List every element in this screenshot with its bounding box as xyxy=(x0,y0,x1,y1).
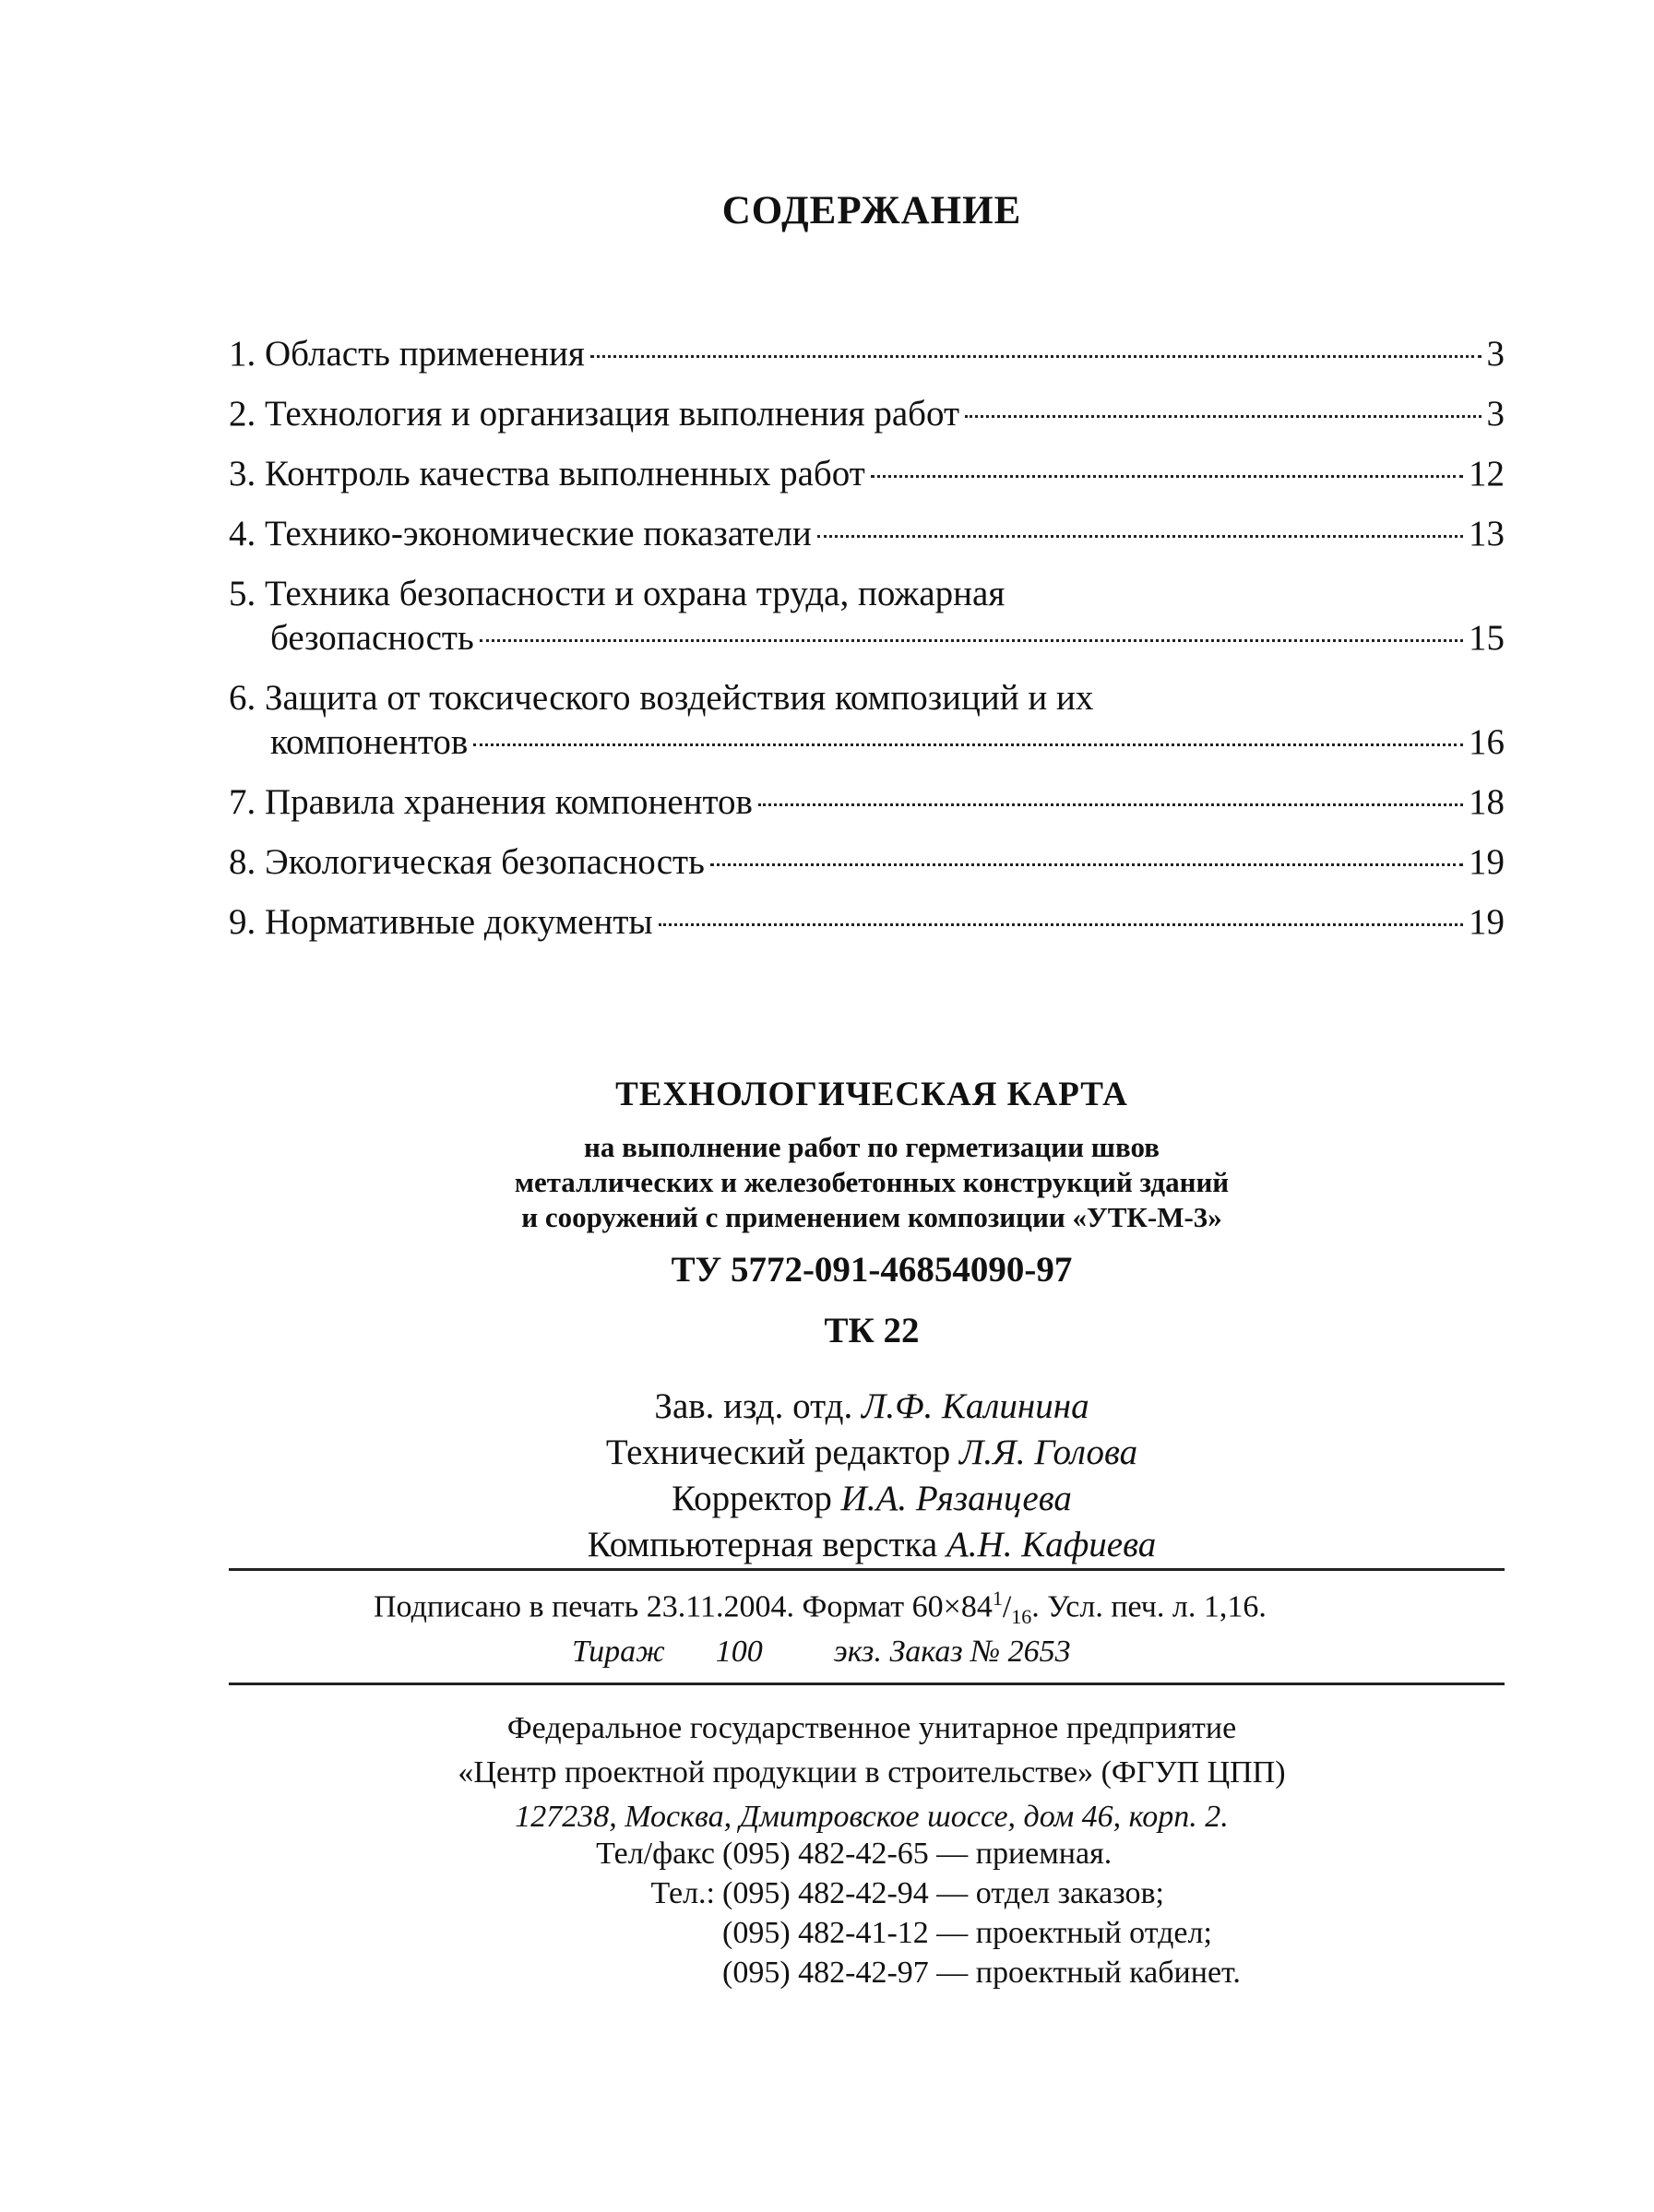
staff-name: А.Н. Кафиева xyxy=(946,1525,1157,1564)
order-value: 2653 xyxy=(1007,1635,1071,1669)
toc-entry xyxy=(229,900,1505,945)
divider-rule xyxy=(229,1568,1505,1571)
toc-entry-text: безопасность xyxy=(270,618,474,658)
toc-entry-page: 18 xyxy=(1469,782,1505,822)
toc-leader-dots xyxy=(817,535,1463,538)
format-sub: 16 xyxy=(1011,1605,1032,1629)
toc-entry xyxy=(229,452,1505,496)
toc-entry-text: 1. Область применения xyxy=(229,334,585,374)
tirazh-value: 100 xyxy=(715,1635,763,1669)
toc-entry-first-line: 5. Техника безопасности и охрана труда, пожарная xyxy=(229,574,1005,613)
toc-entry-first-line: 6. Защита от токсического воздействия композиций и их xyxy=(229,678,1094,718)
tirazh-label: Тираж xyxy=(572,1635,665,1669)
toc-leader-dots xyxy=(871,475,1463,478)
staff-name: Л.Ф. Калинина xyxy=(861,1386,1089,1426)
staff-line xyxy=(0,1522,1654,1568)
staff-name: И.А. Рязанцева xyxy=(840,1479,1072,1518)
toc-entry-text: 2. Технология и организация выполнения работ xyxy=(229,394,960,434)
staff-name: Л.Я. Голова xyxy=(959,1433,1138,1472)
tk-title: ТЕХНОЛОГИЧЕСКАЯ КАРТА xyxy=(615,1076,1128,1113)
toc-entry xyxy=(229,572,1505,660)
toc-entry xyxy=(229,392,1505,436)
divider-rule xyxy=(229,1683,1505,1685)
format-sup: 1 xyxy=(992,1587,1003,1610)
phone-row xyxy=(553,1834,1241,1873)
format-slash: / xyxy=(1002,1589,1012,1624)
toc-entry-text: 3. Контроль качества выполненных работ xyxy=(229,454,865,494)
imprint-signed-line xyxy=(374,1587,1267,1629)
phone-row xyxy=(553,1873,1241,1913)
table-of-contents xyxy=(229,332,1505,960)
staff-credits xyxy=(0,1384,1654,1568)
toc-leader-dots xyxy=(480,639,1463,642)
toc-title: СОДЕРЖАНИЕ xyxy=(721,189,1022,232)
toc-entry-page: 16 xyxy=(1469,722,1505,762)
phone-label xyxy=(553,1953,722,1992)
toc-entry-page: 15 xyxy=(1469,618,1505,658)
toc-entry xyxy=(229,780,1505,825)
toc-entry-page: 19 xyxy=(1469,902,1505,942)
toc-entry-page: 3 xyxy=(1486,334,1505,374)
staff-line xyxy=(0,1384,1654,1430)
phone-number: (095) 482-42-94 — отдел заказов; xyxy=(722,1876,1164,1910)
publisher-address: 127238, Москва, Дмитровское шоссе, дом 46, корп. 2. xyxy=(515,1800,1229,1834)
toc-leader-dots xyxy=(473,743,1463,746)
toc-entry xyxy=(229,332,1505,376)
publisher-line: Федеральное государственное унитарное предприятие xyxy=(506,1711,1237,1745)
toc-entry xyxy=(229,676,1505,765)
toc-leader-dots xyxy=(590,355,1481,358)
phone-number: (095) 482-41-12 — проектный отдел; xyxy=(722,1916,1212,1950)
toc-entry-text: 4. Технико-экономические показатели xyxy=(229,514,812,553)
tk-subtitle-line: на выполнение работ по герметизации швов xyxy=(584,1131,1160,1163)
staff-role: Компьютерная верстка xyxy=(587,1525,938,1564)
tk-tu-code: ТУ 5772-091-46854090-97 xyxy=(671,1250,1073,1290)
imprint-tirazh-line xyxy=(572,1635,1071,1670)
publisher-line: «Центр проектной продукции в строительстве» (ФГУП ЦПП) xyxy=(458,1755,1286,1790)
toc-entry-text: 7. Правила хранения компонентов xyxy=(229,782,753,822)
phone-label xyxy=(553,1913,722,1953)
tk-subtitle xyxy=(0,1130,1654,1235)
toc-leader-dots xyxy=(710,863,1463,866)
phone-label: Тел.: xyxy=(650,1876,715,1910)
phone-row xyxy=(553,1953,1241,1992)
toc-entry-text: компонентов xyxy=(270,722,469,762)
tk-subtitle-line: металлических и железобетонных конструкций зданий xyxy=(514,1166,1230,1198)
toc-entry-page: 13 xyxy=(1469,514,1505,553)
phone-row xyxy=(553,1913,1241,1953)
order-label: экз. Заказ № xyxy=(833,1635,1001,1669)
staff-line xyxy=(0,1476,1654,1522)
staff-role: Корректор xyxy=(672,1479,832,1518)
phone-number: (095) 482-42-65 — приемная. xyxy=(722,1837,1113,1871)
toc-entry xyxy=(229,840,1505,885)
staff-line xyxy=(0,1430,1654,1476)
staff-role: Зав. изд. отд. xyxy=(654,1386,853,1426)
toc-entry-text: 9. Нормативные документы xyxy=(229,902,653,942)
phone-label: Тел/факс xyxy=(596,1837,715,1871)
imprint-signed: Подписано в печать 23.11.2004. Формат 60×84 xyxy=(374,1589,993,1624)
toc-leader-dots xyxy=(965,415,1481,418)
staff-role: Технический редактор xyxy=(605,1433,951,1472)
publisher-block xyxy=(0,1707,1654,1839)
phone-list xyxy=(553,1834,1241,1992)
toc-entry xyxy=(229,512,1505,556)
tk-number: ТК 22 xyxy=(824,1311,920,1350)
toc-entry-text: 8. Экологическая безопасность xyxy=(229,842,705,882)
toc-leader-dots xyxy=(659,923,1463,926)
toc-entry-page: 19 xyxy=(1469,842,1505,882)
imprint-signed-rest: . Усл. печ. л. 1,16. xyxy=(1031,1589,1267,1624)
tk-subtitle-line: и сооружений с применением композиции «УТК-М-3» xyxy=(521,1201,1222,1233)
phone-number: (095) 482-42-97 — проектный кабинет. xyxy=(722,1956,1241,1990)
toc-entry-page: 12 xyxy=(1469,454,1505,494)
toc-entry-page: 3 xyxy=(1486,394,1505,434)
toc-leader-dots xyxy=(758,803,1463,806)
